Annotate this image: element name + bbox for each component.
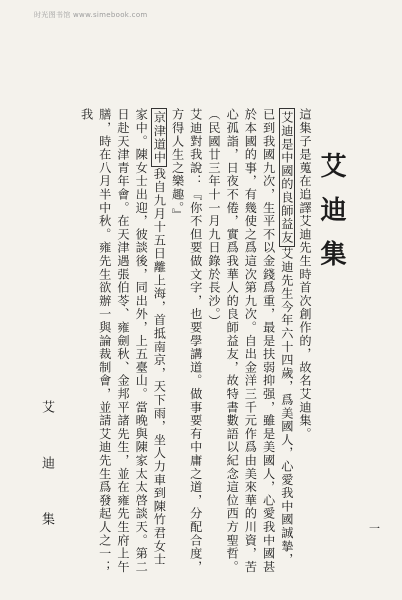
section-heading: 京津道中 <box>151 108 167 167</box>
running-head: 艾 迪 集 <box>39 400 54 539</box>
paragraph <box>296 108 314 578</box>
paragraph <box>77 108 168 578</box>
section-heading: 艾迪是中國的良師益友 <box>279 108 295 247</box>
watermark: 时光图书馆 www.simebook.com <box>34 11 148 19</box>
paragraph-text: 艾迪對我說：『你不但要做文字，也要學講道。做事要有中庸之道，分配合度，方得人生之樂趣。』 <box>170 108 203 574</box>
paragraph-text: 艾迪先生今年六十四歲，爲美國人，心愛我中國誠摯，已到我國九次，生平不以金錢爲重，最是扶弱抑强，雖是美國人，心愛我中國甚於本國的事，有幾使之爲這次第九次。自出金洋三千元作爲由美來華的川資，苦心孤詣，日夜不倦，實爲我華人的良師益友，故特書數語以紀念這位西方聖哲。（民國廿三年十一月九日錄於長沙。） <box>206 108 294 574</box>
page-number: 一 <box>369 522 380 535</box>
paragraph <box>205 108 296 578</box>
paragraph-text: 這集子是蒐在追譯艾迪先生時首次創作的，故名艾迪集。 <box>298 108 312 441</box>
page-title: 艾迪集 <box>316 152 346 284</box>
paragraph-text: 我自九月十五日離上海，首抵南京，天下雨，坐人力車到陳竹君女士家中。陳女士出迎，彼談後，同出外，上五臺山。當晚與陳家太太啓談天。第二日赴天津青年會。在天津遇張伯苓、雍劍秋、金邦平諸先生，並在雍先生府上午膳，時在八月半中秋。雍先生欲辦一與論裁制會，並請艾迪先生爲發起人之一；我 <box>79 108 167 574</box>
paragraph <box>168 108 204 578</box>
